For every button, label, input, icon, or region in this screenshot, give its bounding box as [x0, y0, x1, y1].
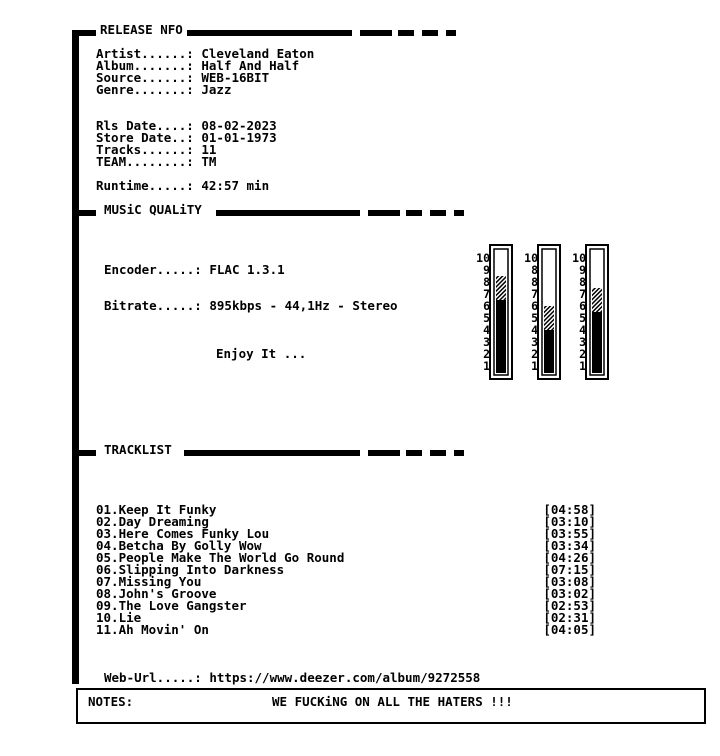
vu-scale-tick: 8	[531, 275, 538, 289]
weburl-value[interactable]: https://www.deezer.com/album/9272558	[209, 670, 481, 685]
track-title: 09.The Love Gangster	[96, 598, 247, 613]
vu-meter-3-peak	[592, 288, 602, 312]
artist-value: Cleveland Eaton	[201, 46, 315, 61]
quality-section-title: MUSiC QUALiTY	[100, 204, 206, 216]
vu-scale-tick: 10	[524, 251, 538, 265]
tracklist-dash-1	[368, 450, 400, 456]
vu-scale-tick: 5	[579, 311, 586, 325]
quality-rule-left	[72, 210, 96, 216]
vu-scale-tick: 1	[579, 359, 586, 373]
vu-meter-2-peak	[544, 306, 554, 330]
vu-meter-1-peak	[496, 276, 506, 300]
vu-scale-tick: 2	[531, 347, 538, 361]
vu-meter-1-level	[496, 300, 506, 373]
vu-scale-tick: 2	[483, 347, 490, 361]
vu-scale-tick: 3	[579, 335, 586, 349]
rls-date-value: 08-02-2023	[201, 118, 277, 133]
track-time: [04:05]	[543, 622, 596, 637]
release-dash-3	[422, 30, 438, 36]
track-time: [03:08]	[543, 574, 596, 589]
weburl-row	[104, 672, 480, 684]
vu-scale-tick: 1	[483, 359, 490, 373]
vu-scale-tick: 6	[531, 299, 538, 313]
track-time: [02:53]	[543, 598, 596, 613]
quality-dash-2	[406, 210, 422, 216]
release-dash-4	[446, 30, 456, 36]
genre-row	[96, 84, 231, 96]
vu-meter-1-graphic	[470, 244, 516, 380]
vu-meter-2-graphic	[518, 244, 564, 380]
tracklist-section-title: TRACKLIST	[100, 444, 176, 456]
vu-scale-tick: 3	[531, 335, 538, 349]
track-time: [04:58]	[543, 502, 596, 517]
vu-scale-tick: 7	[483, 287, 490, 301]
enjoy-text: Enjoy It ...	[216, 346, 307, 361]
vu-scale-tick: 8	[483, 275, 490, 289]
release-section-title: RELEASE NFO	[96, 24, 187, 36]
track-time: [07:15]	[543, 562, 596, 577]
vu-scale-tick: 4	[579, 323, 586, 337]
track-title: 05.People Make The World Go Round	[96, 550, 345, 565]
quality-dash-3	[430, 210, 446, 216]
vu-meter-3	[566, 244, 612, 380]
runtime-value: 42:57 min	[201, 178, 270, 193]
tracklist-dash-2	[406, 450, 422, 456]
track-title: 11.Ah Movin' On	[96, 622, 209, 637]
encoder-label: Encoder.....:	[104, 262, 202, 277]
tracklist-dash-3	[430, 450, 446, 456]
track-time: [03:02]	[543, 586, 596, 601]
vu-scale-tick: 4	[483, 323, 490, 337]
notes-label: NOTES:	[88, 694, 134, 709]
release-dash-1	[360, 30, 392, 36]
vu-scale-tick: 10	[572, 251, 586, 265]
store-date-value: 01-01-1973	[201, 130, 277, 145]
tracks-value: 11	[201, 142, 217, 157]
track-time: [02:31]	[543, 610, 596, 625]
left-border	[72, 30, 79, 684]
track-title: 03.Here Comes Funky Lou	[96, 526, 270, 541]
runtime-label: Runtime.....:	[96, 178, 194, 193]
encoder-value: FLAC 1.3.1	[209, 262, 285, 277]
tracklist-dash-4	[454, 450, 464, 456]
source-label: Source......:	[96, 70, 194, 85]
track-time: [03:10]	[543, 514, 596, 529]
track-title: 10.Lie	[96, 610, 142, 625]
notes-text: WE FUCKiNG ON ALL THE HATERS !!!	[272, 694, 513, 709]
vu-scale-tick: 7	[579, 287, 586, 301]
vu-scale-tick: 4	[531, 323, 538, 337]
vu-scale-tick: 2	[579, 347, 586, 361]
genre-label: Genre.......:	[96, 82, 194, 97]
release-dash-2	[398, 30, 414, 36]
track-title: 02.Day Dreaming	[96, 514, 209, 529]
weburl-label: Web-Url.....:	[104, 670, 202, 685]
vu-meter-2	[518, 244, 564, 380]
vu-scale-tick: 6	[579, 299, 586, 313]
vu-scale-tick: 10	[476, 251, 490, 265]
tracklist-rule	[184, 450, 360, 456]
track-title: 08.John's Groove	[96, 586, 217, 601]
vu-scale-tick: 6	[483, 299, 490, 313]
vu-scale-tick: 9	[483, 263, 490, 277]
track-time: [04:26]	[543, 550, 596, 565]
album-label: Album.......:	[96, 58, 194, 73]
tracklist-rule-left	[72, 450, 96, 456]
team-row	[96, 156, 216, 168]
genre-value: Jazz	[201, 82, 232, 97]
store-date-label: Store Date..:	[96, 130, 194, 145]
quality-dash-4	[454, 210, 464, 216]
vu-scale-tick: 9	[579, 263, 586, 277]
vu-meter-3-graphic	[566, 244, 612, 380]
team-value: TM	[201, 154, 217, 169]
track-row	[96, 624, 596, 636]
source-value: WEB-16BIT	[201, 70, 270, 85]
track-title: 04.Betcha By Golly Wow	[96, 538, 262, 553]
vu-meter-2-level	[544, 330, 554, 373]
vu-meter-3-level	[592, 312, 602, 373]
track-title: 01.Keep It Funky	[96, 502, 217, 517]
artist-label: Artist......:	[96, 46, 194, 61]
vu-scale-tick: 1	[531, 359, 538, 373]
track-time: [03:34]	[543, 538, 596, 553]
vu-meter-1	[470, 244, 516, 380]
vu-scale-tick: 3	[483, 335, 490, 349]
tracks-label: Tracks......:	[96, 142, 194, 157]
team-label: TEAM........:	[96, 154, 194, 169]
bitrate-value: 895kbps - 44,1Hz - Stereo	[209, 298, 398, 313]
vu-scale-tick: 5	[531, 311, 538, 325]
track-row	[96, 600, 596, 612]
bitrate-label: Bitrate.....:	[104, 298, 202, 313]
vu-scale-tick: 8	[579, 275, 586, 289]
rls-date-label: Rls Date....:	[96, 118, 194, 133]
runtime-row	[96, 180, 269, 192]
quality-dash-1	[368, 210, 400, 216]
bitrate-row	[104, 300, 398, 312]
track-time: [03:55]	[543, 526, 596, 541]
vu-scale-tick: 8	[531, 263, 538, 277]
vu-scale-tick: 7	[531, 287, 538, 301]
track-title: 07.Missing You	[96, 574, 202, 589]
quality-rule	[216, 210, 360, 216]
track-title: 06.Slipping Into Darkness	[96, 562, 285, 577]
album-value: Half And Half	[201, 58, 300, 73]
encoder-row	[104, 264, 285, 276]
vu-scale-tick: 5	[483, 311, 490, 325]
